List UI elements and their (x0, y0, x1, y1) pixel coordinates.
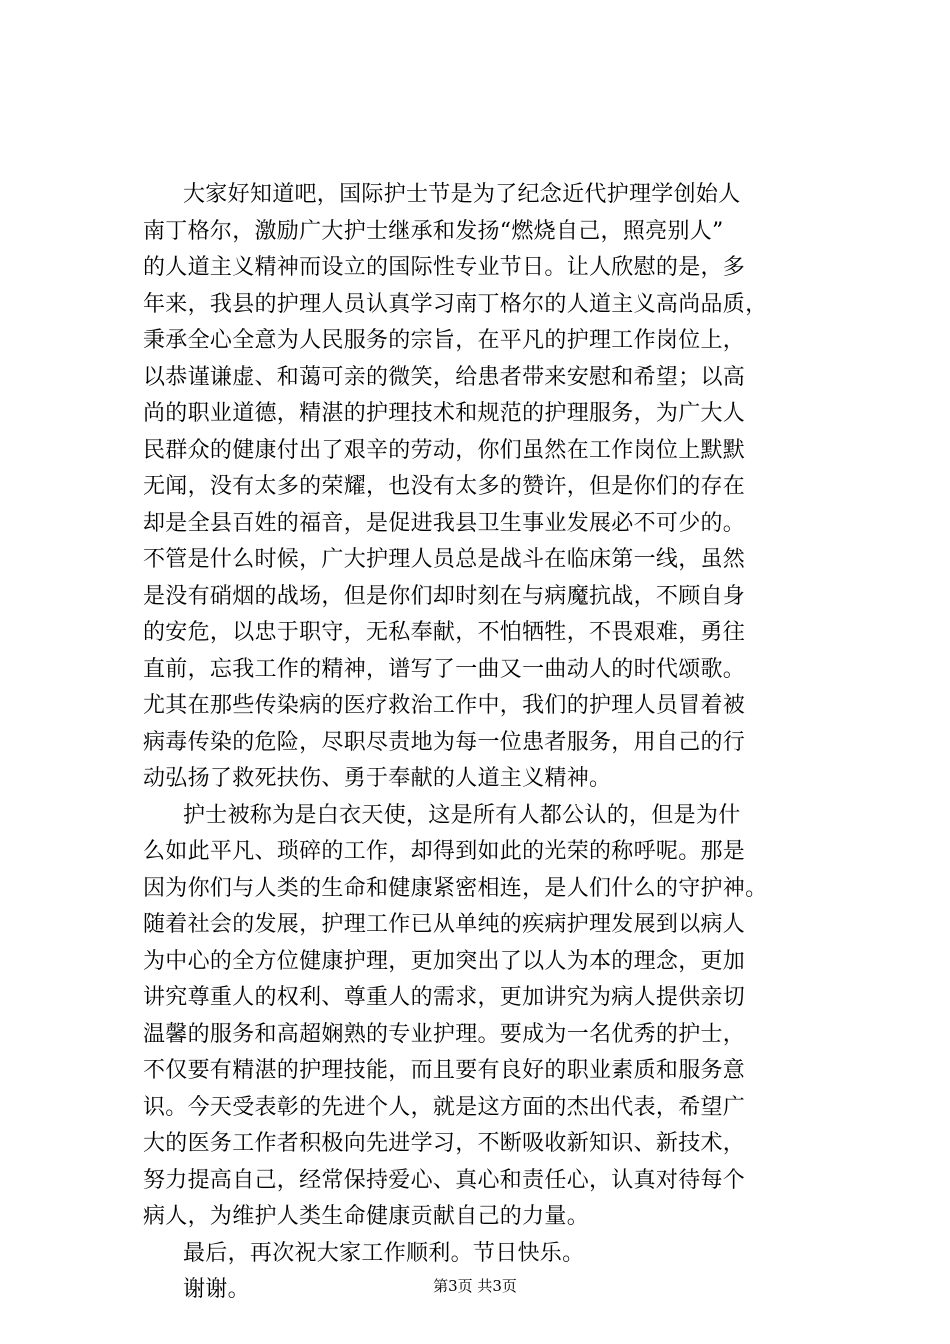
text-line: 为中心的全方位健康护理，更加突出了以人为本的理念，更加 (143, 948, 746, 974)
text-line: 以恭谨谦虚、和蔼可亲的微笑，给患者带来安慰和希望；以高 (143, 364, 746, 390)
text-line: 不管是什么时候，广大护理人员总是战斗在临床第一线，虽然 (143, 547, 746, 572)
text-line: 的安危，以忠于职守，无私奉献，不怕牺牲，不畏艰难，勇往 (143, 620, 746, 645)
text-line: 谢谢。 (183, 1277, 250, 1302)
text-line: 年来，我县的护理人员认真学习南丁格尔的人道主义高尚品质， (143, 291, 768, 317)
text-line: 无闻，没有太多的荣耀，也没有太多的赞许，但是你们的存在 (143, 474, 746, 499)
text-line: 动弘扬了救死扶伤、勇于奉献的人道主义精神。 (143, 766, 612, 791)
text-line: 么如此平凡、琐碎的工作，却得到如此的光荣的称呼呢。那是 (143, 839, 746, 864)
text-line: 随着社会的发展，护理工作已从单纯的疾病护理发展到以病人 (143, 912, 746, 937)
text-line: 大家好知道吧，国际护士节是为了纪念近代护理学创始人 (183, 182, 741, 207)
text-line: 讲究尊重人的权利、尊重人的需求，更加讲究为病人提供亲切 (143, 985, 746, 1010)
text-line: 直前，忘我工作的精神，谱写了一曲又一曲动人的时代颂歌。 (143, 656, 746, 682)
text-line: 民群众的健康付出了艰辛的劳动，你们虽然在工作岗位上默默 (143, 437, 746, 463)
text-line: 识。今天受表彰的先进个人，就是这方面的杰出代表，希望广 (143, 1094, 746, 1120)
text-line: 病毒传染的危险，尽职尽责地为每一位患者服务，用自己的行 (143, 729, 746, 755)
text-line: 不仅要有精湛的护理技能，而且要有良好的职业素质和服务意 (143, 1058, 746, 1083)
text-line: 努力提高自己，经常保持爱心、真心和责任心，认真对待每个 (143, 1167, 746, 1193)
text-line: 尚的职业道德，精湛的护理技术和规范的护理服务，为广大人 (143, 401, 746, 426)
page-number-label: 第3页 共3页 (433, 1277, 517, 1295)
text-line: 尤其在那些传染病的医疗救治工作中，我们的护理人员冒着被 (143, 693, 746, 718)
text-line: 秉承全心全意为人民服务的宗旨，在平凡的护理工作岗位上， (143, 328, 746, 353)
text-line: 南丁格尔，激励广大护士继承和发扬“燃烧自己，照亮别人” (143, 218, 724, 244)
text-line: 最后，再次祝大家工作顺利。节日快乐。 (183, 1240, 585, 1266)
text-line: 温馨的服务和高超娴熟的专业护理。要成为一名优秀的护士， (143, 1021, 746, 1047)
document-body (143, 177, 813, 1309)
text-line: 大的医务工作者积极向先进学习，不断吸收新知识、新技术， (143, 1131, 746, 1156)
text-line: 的人道主义精神而设立的国际性专业节日。让人欣慰的是，多 (143, 255, 746, 280)
text-line: 病人，为维护人类生命健康贡献自己的力量。 (143, 1204, 590, 1229)
text-line: 却是全县百姓的福音，是促进我县卫生事业发展必不可少的。 (143, 510, 746, 536)
text-line: 护士被称为是白衣天使，这是所有人都公认的，但是为什 (183, 802, 741, 828)
text-line: 是没有硝烟的战场，但是你们却时刻在与病魔抗战，不顾自身 (143, 583, 746, 609)
page-footer (0, 1276, 950, 1296)
text-line: 因为你们与人类的生命和健康紧密相连，是人们什么的守护神。 (143, 875, 768, 901)
